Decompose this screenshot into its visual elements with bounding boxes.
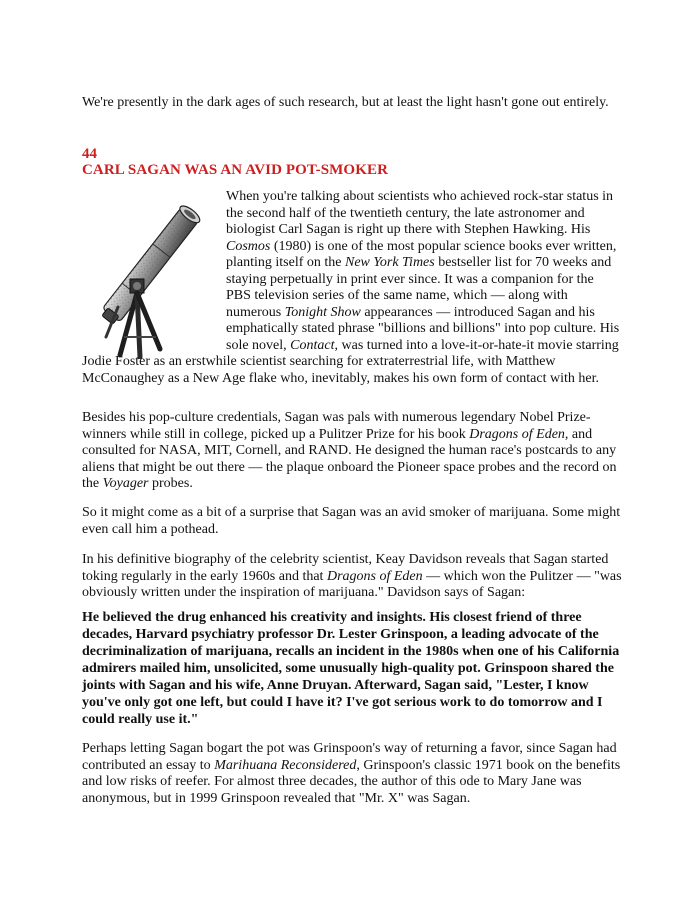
section-title: CARL SAGAN WAS AN AVID POT-SMOKER	[82, 162, 389, 178]
paragraph-grinspoon: Perhaps letting Sagan bogart the pot was Grinspoon's way of returning a favor, since Sagan had contributed an essay to Marihuana Reconsidered, Grinspoon's classic 1971 book on the benefits and low risks of reefer. For almost three decades, the author of this ode to Mary Jane was anonymous, but in 1999 Grinspoon revealed that "Mr. X" was Sagan.	[82, 741, 621, 806]
block-quote: He believed the drug enhanced his creativity and insights. His closest friend of three decades, Harvard psychiatry professor Dr. Lester Grinspoon, a leading advocate of the decriminalization of marijuana, recalls an incident in the 1980s when one of his California admirers mailed him, unsolicited, some unusually high-quality pot. Grinspoon shared the joints with Sagan and his wife, Anne Druyan. Afterward, Sagan said, "Lester, I know you've only got one left, but could I have it? I've got serious work to do tomorrow and I could really use it."	[82, 610, 620, 727]
lead-paragraph: When you're talking about scientists who achieved rock-star status in the second half of the twentieth century, the late astronomer and biologist Carl Sagan is right up there with Stephen Hawking. His Cosmos (1980) is one of the most popular science books ever written, planting itself on the New York Times bestseller list for 70 weeks and staying perpetually in print ever since. It was a companion for the PBS television series of the same name, which — along with numerous Tonight Show appearances — introduced Sagan and his emphatically stated phrase "billions and billions" into pop culture. His sole novel, Contact, was turned into a love-it-or-hate-it movie starring Jodie Foster as an erstwhile scientist searching for extraterrestrial life, with Matthew McConaughey as a New Age flake who, inevitably, makes his own form of contact with her.	[82, 189, 620, 386]
paragraph-surprise: So it might come as a bit of a surprise that Sagan was an avid smoker of marijuana. Some might even call him a pothead.	[82, 505, 621, 537]
section-number: 44	[82, 146, 97, 162]
image-float-spacer	[82, 189, 226, 354]
paragraph-biography: In his definitive biography of the celebrity scientist, Keay Davidson reveals that Sagan started toking regularly in the early 1960s and that Dragons of Eden — which won the Pulitzer — "was obviously written under the inspiration of marijuana." Davidson says of Sagan:	[82, 552, 622, 600]
intro-paragraph: We're presently in the dark ages of such research, but at least the light hasn't gone out entirely.	[82, 95, 609, 110]
lead-paragraph-wrap	[82, 189, 622, 387]
paragraph-credentials: Besides his pop-culture credentials, Sagan was pals with numerous legendary Nobel Prize-winners while still in college, picked up a Pulitzer Prize for his book Dragons of Eden, and consulted for NASA, MIT, Cornell, and RAND. He designed the human race's postcards to any aliens that might be out there — the plaque onboard the Pioneer space probes and the record on the Voyager probes.	[82, 410, 617, 491]
